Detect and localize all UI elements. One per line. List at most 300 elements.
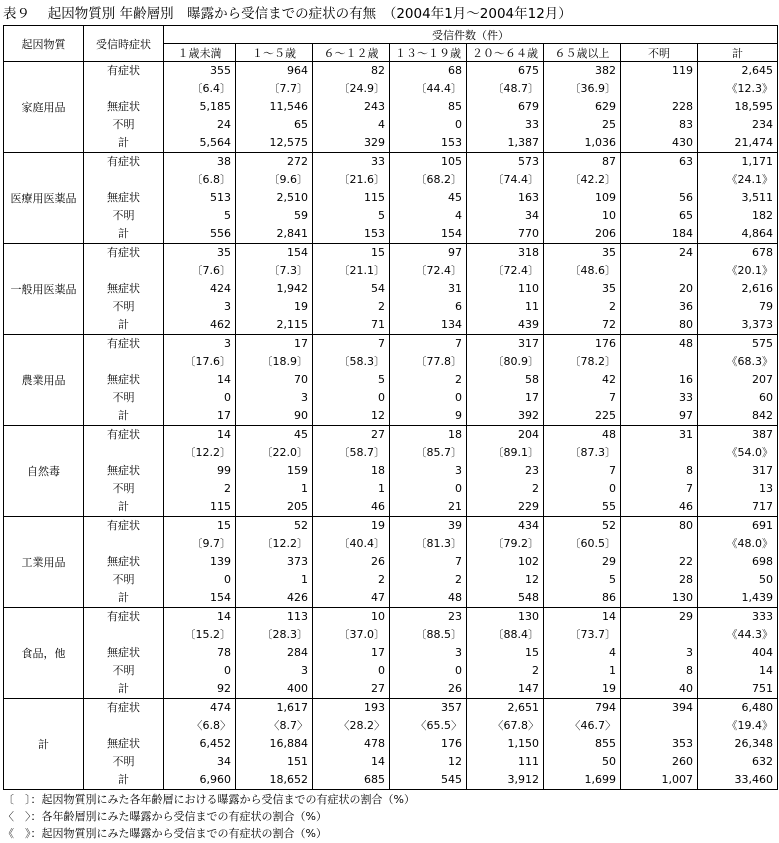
cell-value: 6 (455, 300, 462, 313)
cell-value: 1,387 (507, 136, 539, 149)
cell-value: 2 (378, 300, 385, 313)
cell-value: 〈46.7〉 (569, 719, 616, 732)
value-cell (390, 62, 467, 153)
value-cell (544, 244, 621, 335)
cell-value: 105 (441, 155, 462, 168)
cell-value (621, 171, 695, 189)
cell-value: 〔21.6〕 (338, 173, 385, 186)
cell-value: 27 (371, 428, 385, 441)
cell-value: 35 (217, 246, 231, 259)
cell-value: 15 (371, 246, 385, 259)
table-row (4, 699, 778, 790)
substance-name: 医療用医薬品 (4, 153, 84, 244)
cell-value: 〔12.2〕 (261, 537, 308, 550)
cell-value: 《54.0》 (726, 446, 773, 459)
cell-value: 15 (217, 519, 231, 532)
cell-value: 35 (602, 282, 616, 295)
cell-value: 48 (679, 337, 693, 350)
age-group-header: １～５歳 (236, 44, 313, 62)
symptom-header: 受信時症状 (84, 26, 164, 62)
cell-value: 3 (686, 646, 693, 659)
value-cell (544, 62, 621, 153)
cell-value: 115 (364, 191, 385, 204)
cell-value: 154 (287, 246, 308, 259)
cell-value: 〔9.6〕 (268, 173, 308, 186)
cell-value: 424 (210, 282, 231, 295)
cell-value: 97 (448, 246, 462, 259)
age-group-header: 計 (698, 44, 778, 62)
cell-value: 139 (210, 555, 231, 568)
symptom-label: 計 (118, 682, 129, 695)
cell-value: 154 (210, 591, 231, 604)
cell-value: 3 (224, 337, 231, 350)
value-cell (313, 153, 390, 244)
value-cell (467, 608, 544, 699)
cell-value: 56 (679, 191, 693, 204)
cell-value: 842 (752, 409, 773, 422)
cell-value: 23 (525, 464, 539, 477)
cell-value: 〔6.4〕 (191, 82, 231, 95)
note-double-angle: 《 》：起因物質別にみた曝露から受信までの有症状の割合（%） (3, 827, 327, 840)
cell-value: 80 (679, 318, 693, 331)
cell-value: 72 (602, 318, 616, 331)
cell-value: 243 (364, 100, 385, 113)
cell-value: 〔80.9〕 (492, 355, 539, 368)
cell-value: 16 (679, 373, 693, 386)
symptom-label: 有症状 (107, 246, 140, 259)
value-cell (698, 244, 778, 335)
value-cell (313, 244, 390, 335)
value-cell (236, 62, 313, 153)
symptom-label: 計 (118, 227, 129, 240)
cell-value: 〔87.3〕 (569, 446, 616, 459)
cell-value: 478 (364, 737, 385, 750)
cell-value: 〔72.4〕 (415, 264, 462, 277)
symptom-label: 無症状 (107, 737, 140, 750)
cell-value: 4 (609, 646, 616, 659)
age-group-header: １３～１９歳 (390, 44, 467, 62)
cell-value: 3 (301, 391, 308, 404)
cell-value: 《12.3》 (726, 82, 773, 95)
cell-value: 〈67.8〉 (492, 719, 539, 732)
symptom-label: 有症状 (107, 428, 140, 441)
symptom-label: 不明 (112, 300, 135, 313)
cell-value: 474 (210, 701, 231, 714)
table-row (4, 608, 778, 699)
cell-value: 99 (217, 464, 231, 477)
cell-value: 0 (455, 664, 462, 677)
substance-name: 計 (4, 699, 84, 790)
value-cell (621, 517, 698, 608)
cell-value: 〔68.2〕 (415, 173, 462, 186)
symptom-label: 不明 (112, 573, 135, 586)
cell-value: 40 (679, 682, 693, 695)
cell-value: 79 (759, 300, 773, 313)
cell-value: 《20.1》 (726, 264, 773, 277)
cell-value: 〔9.7〕 (191, 537, 231, 550)
cell-value: 0 (224, 391, 231, 404)
cell-value: 14 (217, 373, 231, 386)
cell-value: 513 (210, 191, 231, 204)
cell-value: 65 (679, 209, 693, 222)
cell-value: 92 (217, 682, 231, 695)
cell-value: 52 (294, 519, 308, 532)
cell-value: 87 (602, 155, 616, 168)
symptom-label: 無症状 (107, 646, 140, 659)
cell-value: 〔24.9〕 (338, 82, 385, 95)
cell-value: 15 (525, 646, 539, 659)
cell-value: 70 (294, 373, 308, 386)
cell-value: 5 (609, 573, 616, 586)
cell-value: 〔81.3〕 (415, 537, 462, 550)
cell-value: 228 (672, 100, 693, 113)
value-cell (544, 517, 621, 608)
value-cell (467, 335, 544, 426)
substance-name: 農業用品 (4, 335, 84, 426)
symptom-label: 無症状 (107, 100, 140, 113)
cell-value: 382 (595, 64, 616, 77)
cell-value: 111 (518, 755, 539, 768)
value-cell (390, 608, 467, 699)
table-body (4, 62, 778, 790)
cell-value: 182 (752, 209, 773, 222)
table-row (4, 244, 778, 335)
cell-value: 2 (532, 664, 539, 677)
cell-value: 2 (455, 573, 462, 586)
age-group-header: ６５歳以上 (544, 44, 621, 62)
value-cell (467, 62, 544, 153)
value-cell (313, 62, 390, 153)
value-cell (698, 699, 778, 790)
cell-value: 〔28.3〕 (261, 628, 308, 641)
cell-value: 5,564 (199, 136, 231, 149)
value-cell (236, 608, 313, 699)
value-cell (621, 699, 698, 790)
symptom-label: 有症状 (107, 64, 140, 77)
cell-value: 205 (287, 500, 308, 513)
cell-value: 39 (448, 519, 462, 532)
cell-value: 78 (217, 646, 231, 659)
cell-value: 17 (525, 391, 539, 404)
cell-value: 400 (287, 682, 308, 695)
symptom-label (84, 444, 163, 462)
cell-value: 2 (532, 482, 539, 495)
cell-value: 〔58.3〕 (338, 355, 385, 368)
cell-value: 394 (672, 701, 693, 714)
cell-value: 〔42.2〕 (569, 173, 616, 186)
cell-value: 2,616 (741, 282, 773, 295)
cell-value: 130 (672, 591, 693, 604)
value-cell (164, 62, 236, 153)
cell-value: 18,595 (734, 100, 773, 113)
value-cell (313, 517, 390, 608)
symptom-label: 計 (118, 136, 129, 149)
cell-value: 65 (294, 118, 308, 131)
cell-value: 675 (518, 64, 539, 77)
cell-value: 《24.1》 (726, 173, 773, 186)
cell-value: 0 (455, 118, 462, 131)
note-bracket: 〔 〕：起因物質別にみた各年齢層における曝露から受信までの有症状の割合（%） (3, 793, 415, 806)
cell-value: 2,651 (507, 701, 539, 714)
cell-value: 21 (448, 500, 462, 513)
cell-value: 7 (455, 555, 462, 568)
value-cell (164, 335, 236, 426)
cell-value: 〔88.4〕 (492, 628, 539, 641)
substance-name: 食品，他 (4, 608, 84, 699)
cell-value: 〔77.8〕 (415, 355, 462, 368)
value-cell (313, 335, 390, 426)
cell-value: 《44.3》 (726, 628, 773, 641)
cell-value: 10 (371, 610, 385, 623)
cell-value: 2,115 (276, 318, 308, 331)
cell-value: 52 (602, 519, 616, 532)
cell-value: 48 (602, 428, 616, 441)
cell-value: 〔17.6〕 (184, 355, 231, 368)
cell-value: 23 (448, 610, 462, 623)
notes (3, 791, 415, 842)
cell-value: 102 (518, 555, 539, 568)
cell-value: 556 (210, 227, 231, 240)
cell-value: 10 (602, 209, 616, 222)
cell-value: 317 (752, 464, 773, 477)
cell-value: 18 (448, 428, 462, 441)
cell-value: 14 (371, 755, 385, 768)
symptom-label (84, 717, 163, 735)
cell-value: 147 (518, 682, 539, 695)
cell-value: 97 (679, 409, 693, 422)
cell-value: 355 (210, 64, 231, 77)
cell-value: 82 (371, 64, 385, 77)
cell-value: 2,645 (741, 64, 773, 77)
table-row (4, 335, 778, 426)
cell-value: 4 (378, 118, 385, 131)
cell-value: 16,884 (269, 737, 308, 750)
cell-value: 6,480 (741, 701, 773, 714)
cell-value: 357 (441, 701, 462, 714)
cell-value: 184 (672, 227, 693, 240)
cell-value: 1,617 (276, 701, 308, 714)
cell-value: 685 (364, 773, 385, 786)
cell-value: 0 (455, 482, 462, 495)
cell-value: 2 (378, 573, 385, 586)
cell-value: 3 (224, 300, 231, 313)
symptom-label: 無症状 (107, 373, 140, 386)
cell-value: 134 (441, 318, 462, 331)
cell-value: 7 (609, 464, 616, 477)
cell-value: 0 (609, 482, 616, 495)
value-cell (698, 62, 778, 153)
cell-value: 〔37.0〕 (338, 628, 385, 641)
cell-value: 〔22.0〕 (261, 446, 308, 459)
symptom-label: 計 (118, 318, 129, 331)
cell-value (621, 80, 695, 98)
cell-value: 462 (210, 318, 231, 331)
cell-value: 159 (287, 464, 308, 477)
value-cell (544, 608, 621, 699)
value-cell (313, 608, 390, 699)
cell-value: 〔60.5〕 (569, 537, 616, 550)
symptom-label (84, 80, 163, 98)
value-cell (236, 153, 313, 244)
poison-table (3, 25, 778, 790)
symptom-labels (84, 244, 164, 335)
symptom-label: 計 (118, 591, 129, 604)
cell-value: 31 (679, 428, 693, 441)
cell-value: 392 (518, 409, 539, 422)
cell-value: 42 (602, 373, 616, 386)
cell-value: 5,185 (199, 100, 231, 113)
cell-value: 629 (595, 100, 616, 113)
cell-value: 31 (448, 282, 462, 295)
cell-value: 24 (217, 118, 231, 131)
cell-value: 272 (287, 155, 308, 168)
cell-value: 1 (609, 664, 616, 677)
cell-value: 115 (210, 500, 231, 513)
cell-value: 34 (217, 755, 231, 768)
cell-value: 284 (287, 646, 308, 659)
substance-name: 一般用医薬品 (4, 244, 84, 335)
cell-value: 20 (679, 282, 693, 295)
cell-value: 678 (752, 246, 773, 259)
table-row (4, 62, 778, 153)
cell-value: 573 (518, 155, 539, 168)
cell-value: 7 (686, 482, 693, 495)
cell-value: 691 (752, 519, 773, 532)
cell-value (621, 626, 695, 644)
cell-value: 〈65.5〉 (415, 719, 462, 732)
value-cell (313, 426, 390, 517)
cell-value: 29 (679, 610, 693, 623)
cell-value: 68 (448, 64, 462, 77)
cell-value: 110 (518, 282, 539, 295)
cell-value: 33,460 (734, 773, 773, 786)
cell-value: 229 (518, 500, 539, 513)
cell-value: 80 (679, 519, 693, 532)
cell-value: 25 (602, 118, 616, 131)
cell-value: 3 (455, 646, 462, 659)
cell-value: 3,912 (507, 773, 539, 786)
symptom-label: 不明 (112, 391, 135, 404)
cell-value: 153 (441, 136, 462, 149)
value-cell (390, 335, 467, 426)
cell-value: 18,652 (269, 773, 308, 786)
value-cell (236, 699, 313, 790)
symptom-label (84, 171, 163, 189)
cell-value: 12 (371, 409, 385, 422)
symptom-label: 不明 (112, 664, 135, 677)
cell-value: 0 (378, 391, 385, 404)
cell-value: 260 (672, 755, 693, 768)
cell-value: 130 (518, 610, 539, 623)
cell-value: 〈28.2〉 (338, 719, 385, 732)
cell-value: 14 (217, 610, 231, 623)
cell-value: 〔12.2〕 (184, 446, 231, 459)
cell-value: 430 (672, 136, 693, 149)
substance-name: 工業用品 (4, 517, 84, 608)
cell-value: 794 (595, 701, 616, 714)
symptom-label (84, 535, 163, 553)
value-cell (467, 699, 544, 790)
age-group-header: ６～１２歳 (313, 44, 390, 62)
cell-value: 373 (287, 555, 308, 568)
cell-value (621, 717, 695, 735)
cell-value: 〔88.5〕 (415, 628, 462, 641)
cell-value: 548 (518, 591, 539, 604)
table-row (4, 153, 778, 244)
cell-value: 46 (679, 500, 693, 513)
cell-value: 13 (759, 482, 773, 495)
cell-value: 〔74.4〕 (492, 173, 539, 186)
cell-value: 6,452 (199, 737, 231, 750)
cell-value: 11 (525, 300, 539, 313)
cell-value: 679 (518, 100, 539, 113)
value-cell (164, 517, 236, 608)
value-cell (467, 153, 544, 244)
cell-value: 14 (217, 428, 231, 441)
cell-value: 2,841 (276, 227, 308, 240)
value-cell (698, 426, 778, 517)
cell-value: 〔85.7〕 (415, 446, 462, 459)
substance-name: 自然毒 (4, 426, 84, 517)
cell-value: 〔40.4〕 (338, 537, 385, 550)
symptom-label: 無症状 (107, 282, 140, 295)
cell-value: 1,007 (661, 773, 693, 786)
cell-value: 545 (441, 773, 462, 786)
value-cell (698, 608, 778, 699)
value-cell (621, 153, 698, 244)
symptom-label: 無症状 (107, 464, 140, 477)
cell-value: 632 (752, 755, 773, 768)
cell-value: 7 (378, 337, 385, 350)
cell-value: 〔48.7〕 (492, 82, 539, 95)
cell-value: 〔7.6〕 (191, 264, 231, 277)
cell-value: 0 (224, 664, 231, 677)
symptom-labels (84, 335, 164, 426)
value-cell (390, 244, 467, 335)
symptom-label: 有症状 (107, 701, 140, 714)
cell-value: 19 (602, 682, 616, 695)
symptom-label: 無症状 (107, 191, 140, 204)
cell-value: 11,546 (269, 100, 308, 113)
cell-value: 28 (679, 573, 693, 586)
symptom-label: 不明 (112, 118, 135, 131)
cell-value: 1 (301, 573, 308, 586)
value-cell (544, 426, 621, 517)
table-row (4, 517, 778, 608)
cell-value: 〔72.4〕 (492, 264, 539, 277)
cell-value: 3,511 (741, 191, 773, 204)
cell-value: 5 (378, 373, 385, 386)
symptom-label: 計 (118, 409, 129, 422)
table-title: 表９ 起因物質別 年齢層別 曝露から受信までの症状の有無 （2004年1月～2004年12月） (3, 6, 572, 22)
cell-value: 151 (287, 755, 308, 768)
cell-value: 2,510 (276, 191, 308, 204)
age-group-header: 不明 (621, 44, 698, 62)
cell-value: 26 (448, 682, 462, 695)
cell-value: 3 (455, 464, 462, 477)
cell-value: 59 (294, 209, 308, 222)
cell-value: 575 (752, 337, 773, 350)
symptom-labels (84, 426, 164, 517)
cell-value: 34 (525, 209, 539, 222)
count-header: 受信件数（件） (164, 26, 778, 44)
value-cell (236, 517, 313, 608)
symptom-label (84, 262, 163, 280)
cell-value: 26,348 (734, 737, 773, 750)
cell-value: 426 (287, 591, 308, 604)
symptom-label: 計 (118, 773, 129, 786)
cell-value: 60 (759, 391, 773, 404)
